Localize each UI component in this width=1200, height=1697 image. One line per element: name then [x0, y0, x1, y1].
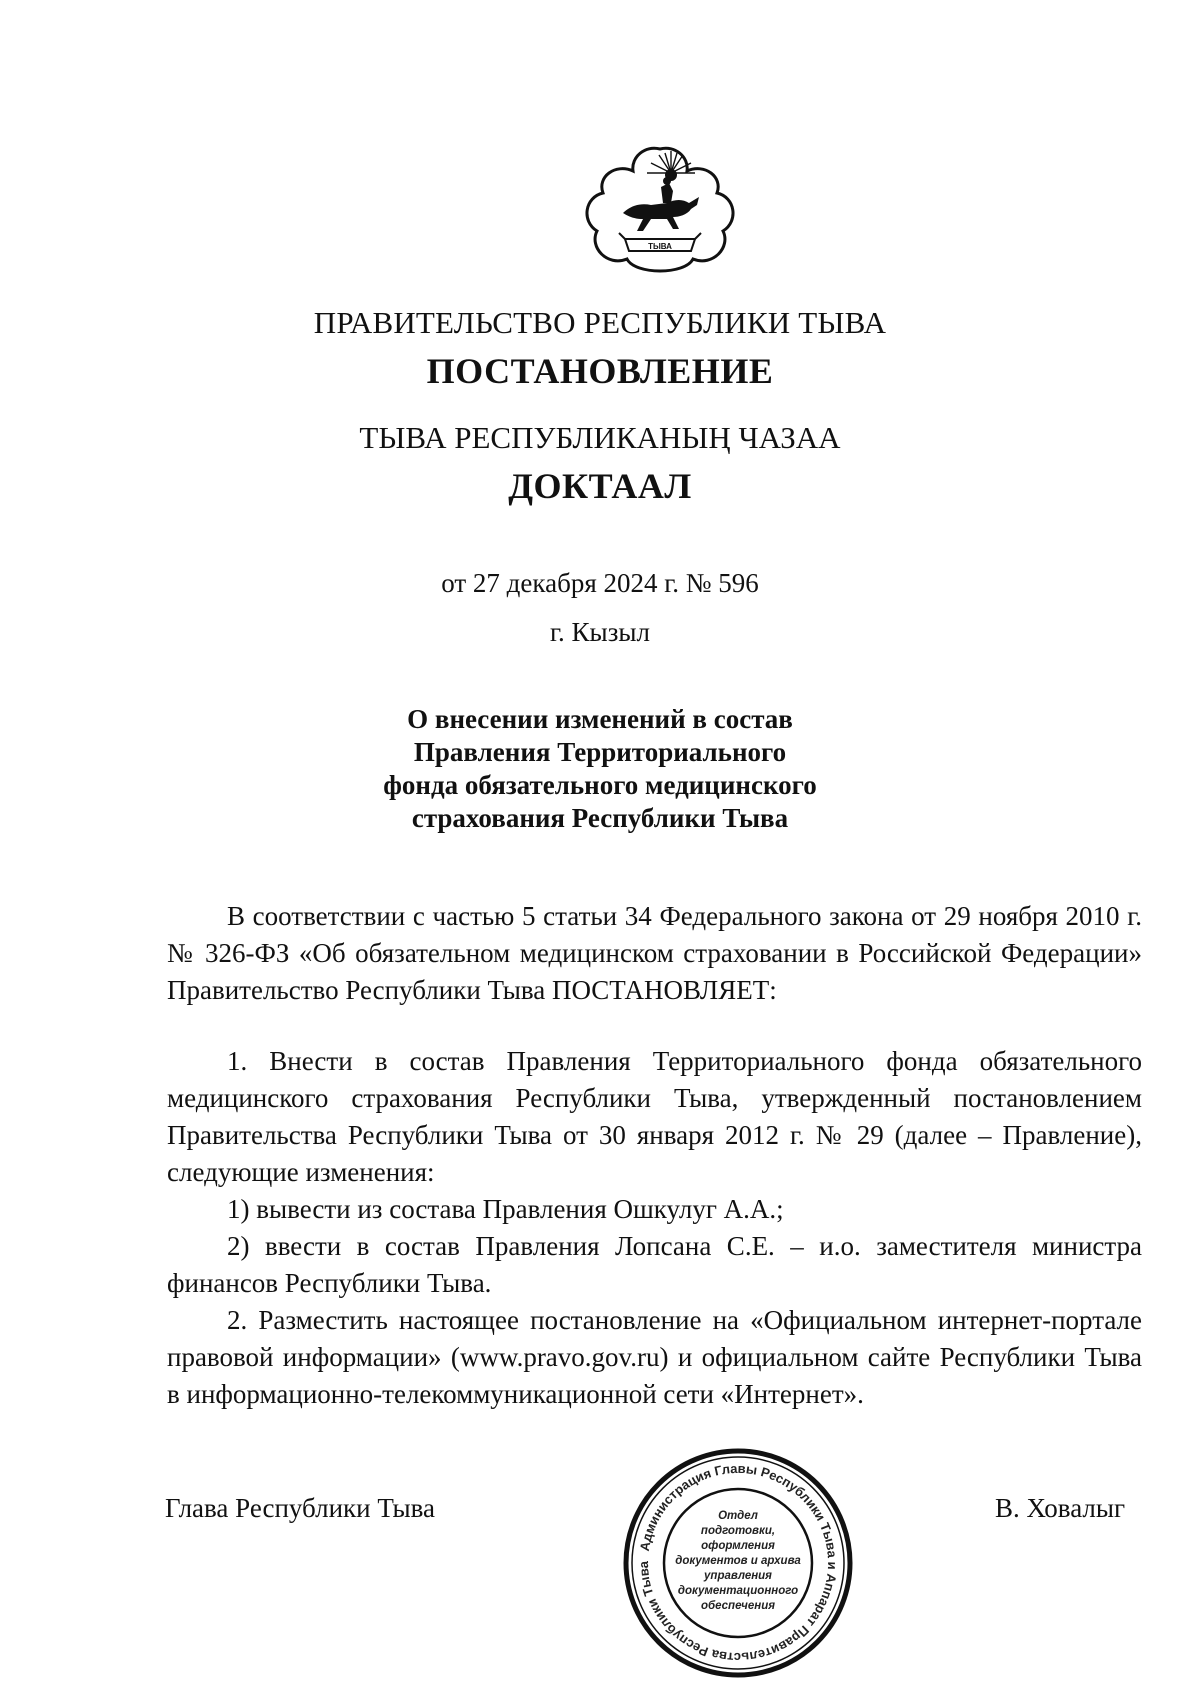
document-type-tv: ДОКТААЛ — [508, 466, 692, 506]
stamp-center-line: подготовки, — [700, 1525, 776, 1537]
title-line: Правления Территориального — [413, 737, 787, 767]
stamp-center-line: документационного — [677, 1585, 799, 1597]
title-line: О внесении изменений в состав — [407, 704, 793, 734]
stamp-center-line: Отдел — [718, 1510, 758, 1522]
official-round-stamp-icon — [622, 1447, 854, 1679]
stamp-center-line: документов и архива — [675, 1555, 801, 1567]
tuva-coat-of-arms-icon — [575, 143, 745, 278]
document-city: г. Кызыл — [550, 617, 650, 647]
signatory-position: Глава Республики Тыва — [165, 1493, 436, 1523]
preamble-paragraph — [167, 898, 1142, 1009]
stamp-center-line: обеспечения — [700, 1600, 776, 1612]
emblem-ribbon-text: ТЫВА — [648, 242, 672, 251]
document-type-ru: ПОСТАНОВЛЕНИЕ — [426, 351, 774, 391]
document-title — [0, 703, 1200, 835]
document-date-number: от 27 декабря 2024 г. № 596 — [441, 568, 759, 598]
item-1-text: 1. Внести в состав Правления Территориального фонда обязательного медицинского страхования Республики Тыва, утвержденный постановлением Правительства Республики Тыва от 30 января 2012 г. № 29 (далее – Правление), следующие изменения: — [167, 1046, 1142, 1187]
item-1-sub-1-text: 1) вывести из состава Правления Ошкулуг А.А.; — [227, 1194, 784, 1224]
government-name-tv: ТЫВА РЕСПУБЛИКАНЫҢ ЧАЗАА — [359, 420, 841, 455]
item-1-sub-2-text: 2) ввести в состав Правления Лопсана С.Е. – и.о. заместителя министра финансов Республики Тыва. — [167, 1231, 1142, 1298]
resolution-items — [167, 1043, 1142, 1413]
government-name-ru: ПРАВИТЕЛЬСТВО РЕСПУБЛИКИ ТЫВА — [313, 305, 887, 340]
title-line: фонда обязательного медицинского — [383, 770, 817, 800]
title-line: страхования Республики Тыва — [411, 803, 789, 833]
stamp-ring-text: Администрация Главы Республики Тыва и Аппарат Правительства Республики Тыва — [635, 1460, 841, 1666]
stamp-center-line: оформления — [701, 1540, 775, 1552]
stamp-center-line: управления — [704, 1570, 772, 1582]
preamble-text: В соответствии с частью 5 статьи 34 Федерального закона от 29 ноября 2010 г. № 326-ФЗ «Об обязательном медицинском страховании в Российской Федерации» Правительство Республики Тыва ПОСТАНОВЛЯЕТ: — [167, 901, 1142, 1005]
item-2-text: 2. Разместить настоящее постановление на «Официальном интернет-портале правовой информации» (www.pravo.gov.ru) и официальном сайте Республики Тыва в информационно-телекоммуникационной сети «Интернет». — [167, 1305, 1142, 1409]
signatory-name: В. Ховалыг — [995, 1493, 1126, 1523]
